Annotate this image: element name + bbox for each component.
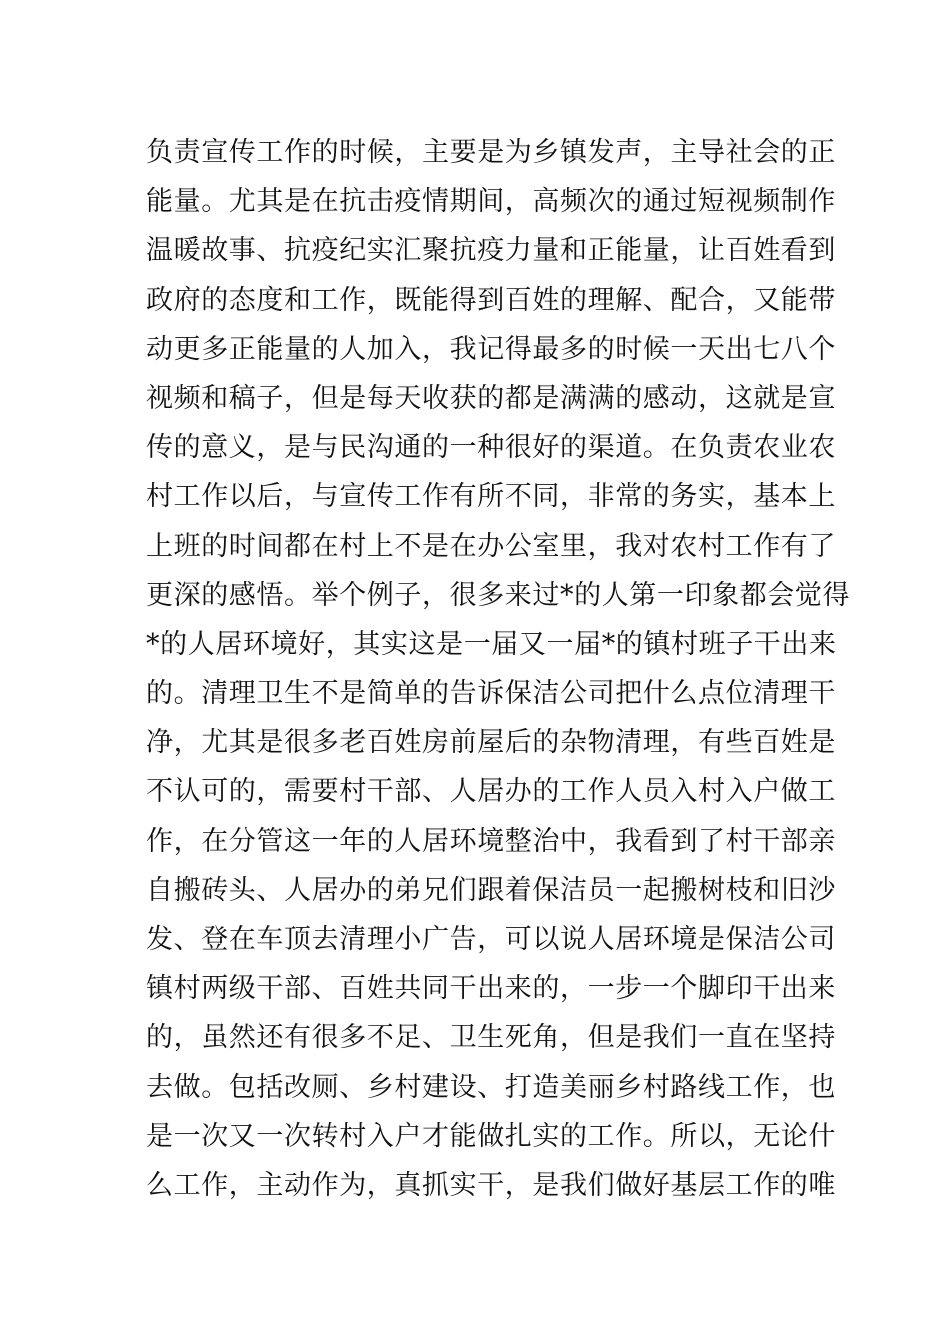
text-line: 的，虽然还有很多不足、卫生死角，但是我们一直在坚持 — [146, 1022, 836, 1054]
text-line: 发、登在车顶去清理小广告，可以说人居环境是保洁公司 — [146, 924, 836, 955]
text-line: 上班的时间都在村上不是在办公室里，我对农村工作有了 — [146, 530, 836, 562]
text-line: 政府的态度和工作，既能得到百姓的理解、配合，又能带 — [146, 284, 836, 316]
text-line: 镇村两级干部、百姓共同干出来的，一步一个脚印干出来 — [146, 973, 836, 1005]
text-line: 么工作，主动作为，真抓实干，是我们做好基层工作的唯 — [146, 1169, 836, 1201]
text-line: 村工作以后，与宣传工作有所不同，非常的务实，基本上 — [146, 481, 836, 513]
body-text — [146, 128, 851, 1210]
text-line: 净，尤其是很多老百姓房前屋后的杂物清理，有些百姓是 — [146, 727, 836, 759]
text-line: 能量。尤其是在抗击疫情期间，高频次的通过短视频制作 — [146, 186, 836, 218]
text-line: 的。清理卫生不是简单的告诉保洁公司把什么点位清理干 — [146, 678, 836, 710]
text-line: 作，在分管这一年的人居环境整治中，我看到了村干部亲 — [146, 825, 836, 857]
text-line: 是一次又一次转村入户才能做扎实的工作。所以，无论什 — [146, 1120, 836, 1152]
text-line: *的人居环境好，其实这是一届又一届*的镇村班子干出来 — [146, 628, 837, 660]
text-line: 传的意义，是与民沟通的一种很好的渠道。在负责农业农 — [146, 432, 836, 464]
text-line: 自搬砖头、人居办的弟兄们跟着保洁员一起搬树枝和旧沙 — [146, 874, 836, 906]
text-line: 温暖故事、抗疫纪实汇聚抗疫力量和正能量，让百姓看到 — [146, 235, 836, 267]
text-line: 动更多正能量的人加入，我记得最多的时候一天出七八个 — [146, 333, 836, 365]
text-line: 负责宣传工作的时候，主要是为乡镇发声，主导社会的正 — [146, 137, 836, 168]
text-line: 不认可的，需要村干部、人居办的工作人员入村入户做工 — [146, 776, 836, 808]
text-line: 视频和稿子，但是每天收获的都是满满的感动，这就是宣 — [146, 382, 836, 414]
text-line: 去做。包括改厕、乡村建设、打造美丽乡村路线工作，也 — [146, 1071, 836, 1103]
text-line: 更深的感悟。举个例子，很多来过*的人第一印象都会觉得 — [146, 579, 851, 611]
